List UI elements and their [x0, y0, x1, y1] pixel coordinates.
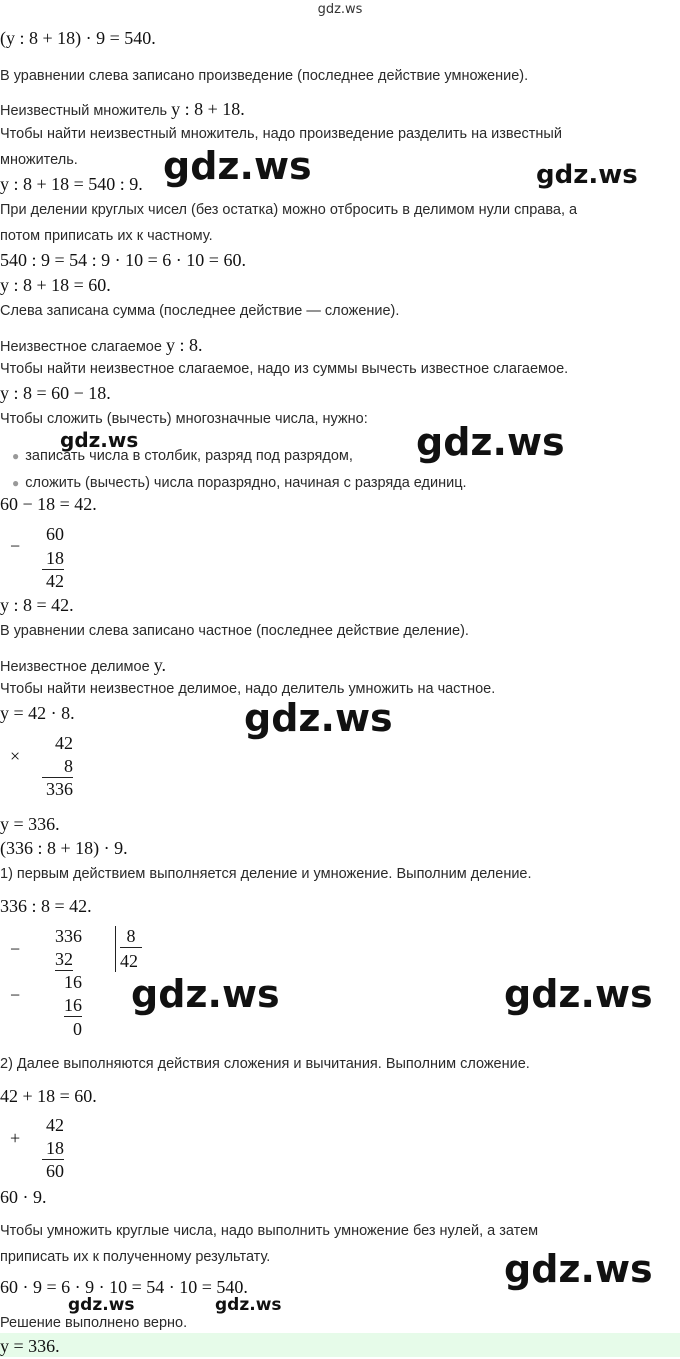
column-operand: 18	[42, 547, 64, 570]
text-line: При делении круглых чисел (без остатка) можно отбросить в делимом нули справа, а	[0, 202, 578, 218]
watermark: gdz.ws	[244, 696, 393, 740]
text-line: Чтобы найти неизвестное делимое, надо делитель умножить на частное.	[0, 681, 496, 697]
column-operand: 8	[42, 755, 73, 778]
text-line: В уравнении слева записано частное (последнее действие деление).	[0, 623, 469, 639]
times-sign: ×	[10, 746, 21, 766]
text-line: приписать их к полученному результату.	[0, 1249, 271, 1265]
text-line: Чтобы найти неизвестный множитель, надо произведение разделить на известный	[0, 126, 562, 142]
division-subtrahend: 32	[55, 949, 73, 969]
minus-sign: −	[10, 536, 21, 556]
column-result: 42	[46, 571, 64, 591]
equation-start: (y : 8 + 18) · 9 = 540.	[0, 28, 156, 48]
text-line: Решение выполнено верно.	[0, 1315, 188, 1331]
watermark: gdz.ws	[163, 144, 312, 188]
math-line: 60 − 18 = 42.	[0, 494, 97, 514]
column-operand: 42	[55, 733, 73, 753]
math: y.	[153, 655, 167, 675]
bullet-icon: ●	[12, 449, 20, 463]
math: y : 8.	[165, 335, 203, 355]
division-divisor: 8	[120, 925, 142, 948]
math-line: 540 : 9 = 54 : 9 · 10 = 6 · 10 = 60.	[0, 250, 246, 270]
column-operand: 18	[42, 1137, 64, 1160]
division-quotient: 42	[120, 951, 138, 971]
math-line: 336 : 8 = 42.	[0, 896, 92, 916]
watermark: gdz.ws	[68, 1295, 135, 1315]
bullet-text: записать числа в столбик, разряд под разрядом,	[25, 448, 353, 464]
text-line	[0, 335, 202, 356]
math-line: 60 · 9 = 6 · 9 · 10 = 54 · 10 = 540.	[0, 1277, 248, 1297]
column-operand: 60	[46, 524, 64, 544]
text-line	[0, 655, 166, 676]
column-result: 60	[46, 1161, 64, 1181]
math-line: y = 42 · 8.	[0, 703, 75, 723]
math-line: y : 8 = 60 − 18.	[0, 383, 111, 403]
math-line: y : 8 + 18 = 540 : 9.	[0, 174, 143, 194]
text-line: потом приписать их к частному.	[0, 228, 213, 244]
plus-sign: +	[10, 1128, 21, 1148]
math-line: (336 : 8 + 18) · 9.	[0, 838, 128, 858]
watermark: gdz.ws	[536, 160, 638, 190]
bullet-text: сложить (вычесть) числа поразрядно, начиная с разряда единиц.	[25, 475, 467, 491]
math: y : 8 + 18.	[171, 99, 245, 119]
watermark: gdz.ws	[131, 972, 280, 1016]
text-line: множитель.	[0, 152, 78, 168]
division-remainder: 0	[73, 1019, 82, 1039]
text: Неизвестное слагаемое	[0, 339, 166, 355]
math-line: y : 8 + 18 = 60.	[0, 275, 111, 295]
watermark-top: gdz.ws	[317, 2, 363, 17]
text-line	[0, 99, 245, 120]
minus-sign: −	[10, 939, 21, 959]
math-line: y = 336.	[0, 814, 60, 834]
column-operand: 42	[46, 1115, 64, 1135]
text: Неизвестный множитель	[0, 103, 172, 119]
minus-sign: −	[10, 985, 21, 1005]
division-remainder: 16	[64, 972, 82, 992]
division-dividend: 336	[55, 926, 82, 946]
watermark: gdz.ws	[416, 420, 565, 464]
math-line: 60 · 9.	[0, 1187, 47, 1207]
watermark: gdz.ws	[504, 1247, 653, 1291]
text-line: 1) первым действием выполняется деление и умножение. Выполним деление.	[0, 866, 532, 882]
division-subtrahend: 16	[64, 995, 82, 1015]
text-line: Чтобы сложить (вычесть) многозначные числа, нужно:	[0, 411, 368, 427]
text: Неизвестное делимое	[0, 659, 154, 675]
division-bar	[115, 926, 116, 972]
bullet-item	[12, 474, 467, 492]
column-result: 336	[46, 779, 73, 799]
text-line: Чтобы найти неизвестное слагаемое, надо из суммы вычесть известное слагаемое.	[0, 361, 569, 377]
answer-highlight	[0, 1333, 680, 1357]
text-line: 2) Далее выполняются действия сложения и вычитания. Выполним сложение.	[0, 1056, 530, 1072]
math-line: 42 + 18 = 60.	[0, 1086, 97, 1106]
text-line: В уравнении слева записано произведение (последнее действие умножение).	[0, 68, 529, 84]
text-line: Чтобы умножить круглые числа, надо выполнить умножение без нулей, а затем	[0, 1223, 539, 1239]
watermark: gdz.ws	[504, 972, 653, 1016]
text-line: Слева записана сумма (последнее действие — сложение).	[0, 303, 400, 319]
watermark: gdz.ws	[60, 428, 139, 452]
final-answer: y = 336.	[0, 1336, 60, 1356]
bullet-icon: ●	[12, 476, 20, 490]
math-line: y : 8 = 42.	[0, 595, 74, 615]
watermark: gdz.ws	[215, 1295, 282, 1315]
